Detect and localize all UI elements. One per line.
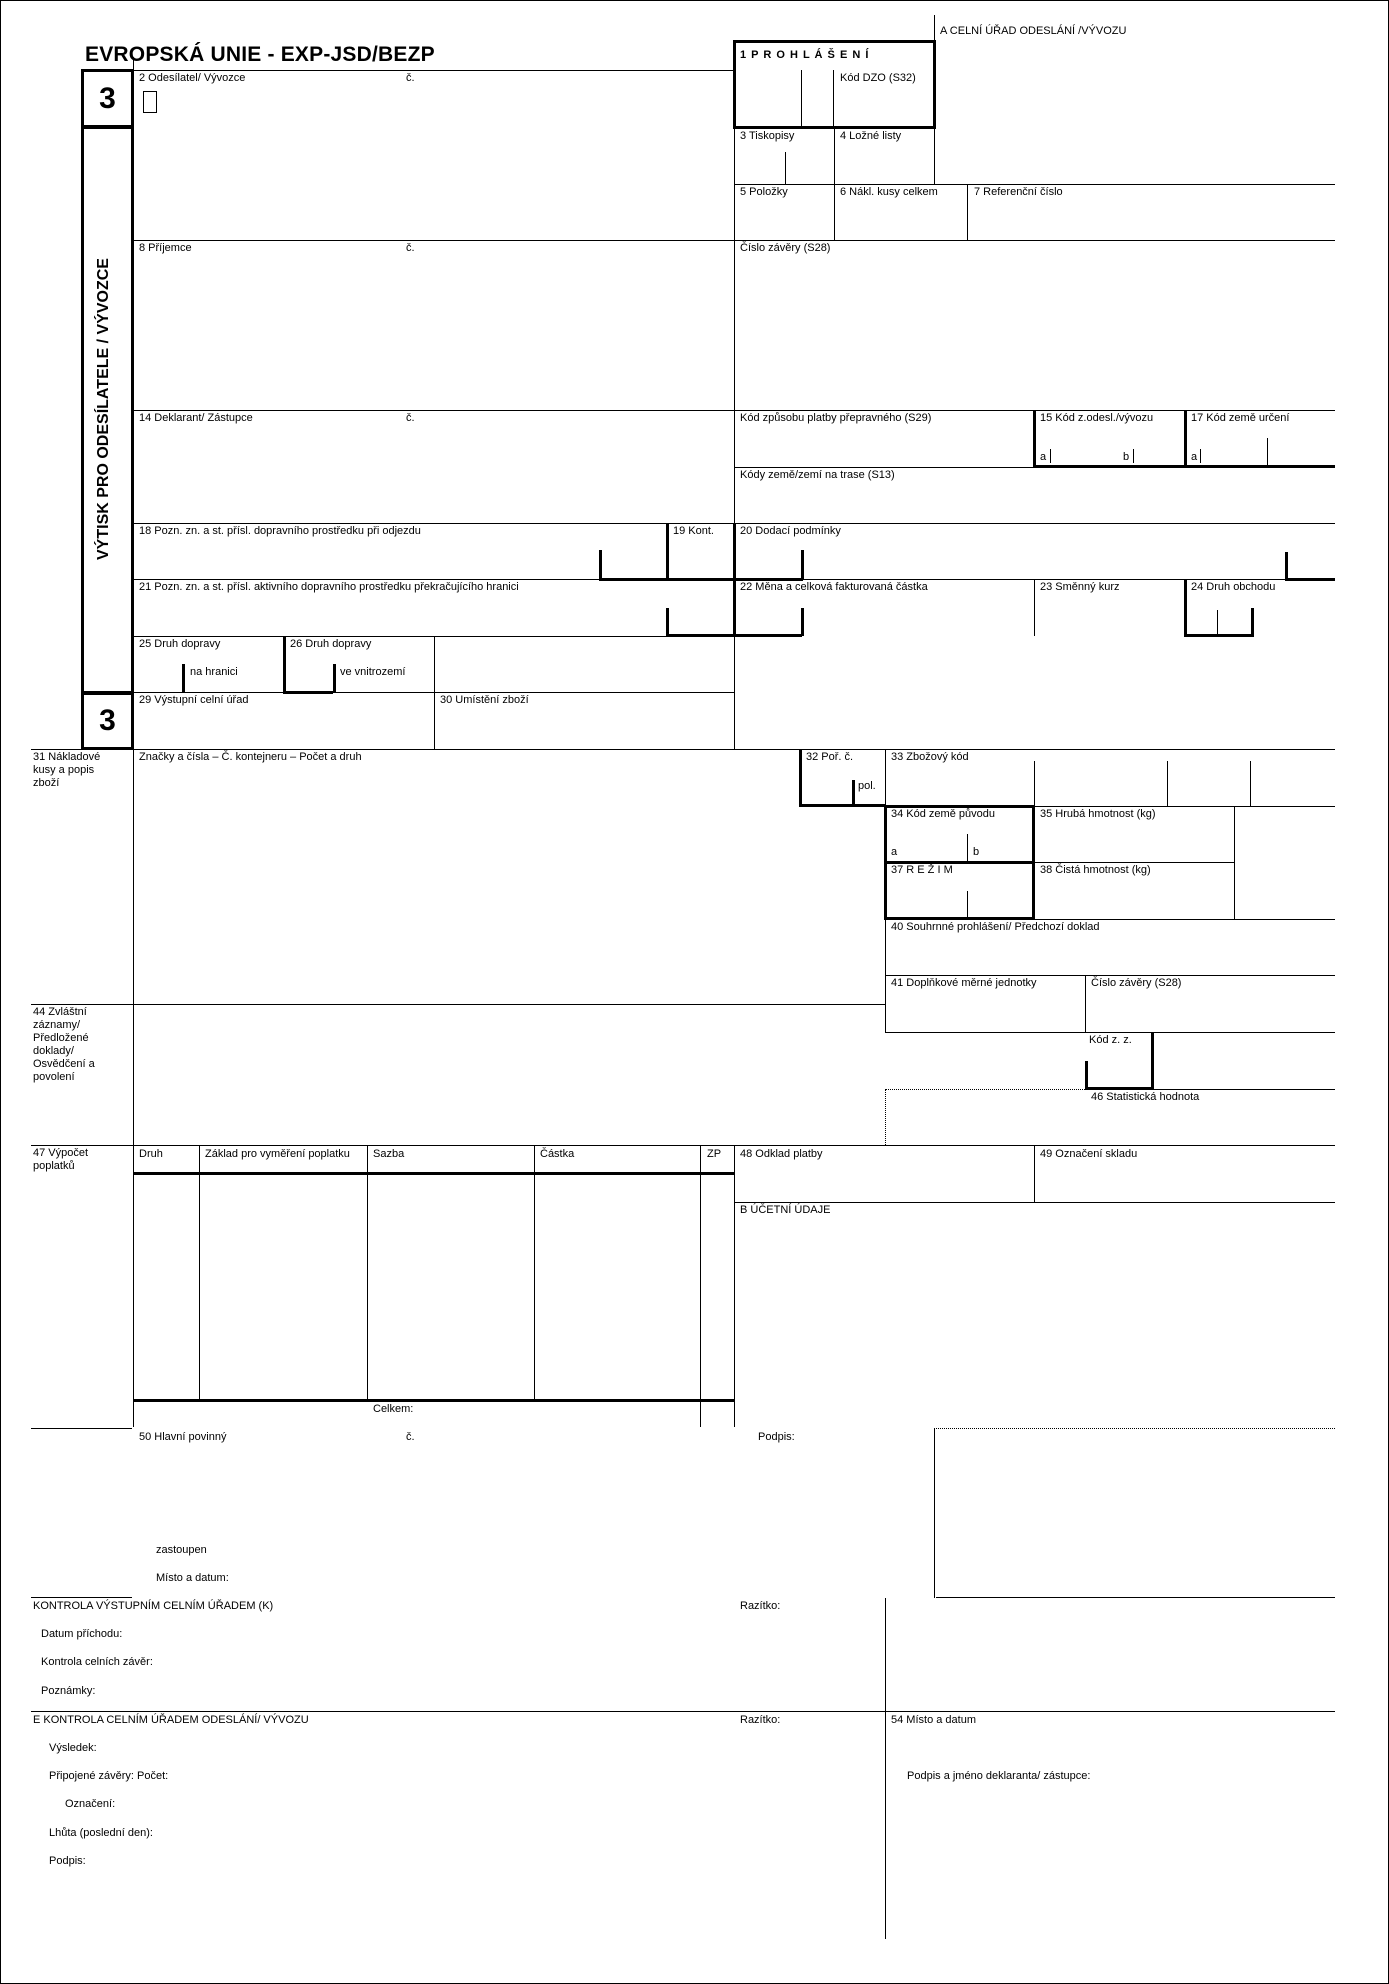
rule: [1085, 975, 1086, 1032]
rule-thick: [333, 664, 336, 693]
box-3-label: 3 Tiskopisy: [740, 130, 795, 142]
control-k-title: KONTROLA VÝSTUPNÍM CELNÍM ÚŘADEM (K): [33, 1600, 274, 1612]
rule-thick: [666, 634, 802, 637]
fees-col-rate: Sazba: [373, 1148, 405, 1160]
rule: [734, 1145, 735, 1429]
rule: [434, 636, 435, 750]
rule-thick: [1033, 410, 1036, 468]
fees-total-label: Celkem:: [373, 1403, 414, 1415]
box-34-label: 34 Kód země původu: [891, 808, 995, 820]
rule-thick: [666, 608, 669, 636]
box-15-b: b: [1123, 451, 1130, 463]
box-30-label: 30 Umístění zboží: [440, 694, 529, 706]
rule: [31, 1145, 1335, 1146]
box-18-label: 18 Pozn. zn. a st. přísl. dopravního prostředku při odjezdu: [139, 525, 421, 537]
box-15-a: a: [1040, 451, 1047, 463]
box-5-label: 5 Položky: [740, 186, 788, 198]
box-1-label: 1 P R O H L Á Š E N Í: [740, 49, 870, 61]
rule: [885, 1597, 886, 1939]
fees-col-zp: ZP: [707, 1148, 722, 1160]
control-e-title: E KONTROLA CELNÍM ÚŘADEM ODESLÁNÍ/ VÝVOZU: [33, 1714, 309, 1726]
rule-thick: [133, 1172, 734, 1175]
box-7-label: 7 Referenční číslo: [974, 186, 1063, 198]
box-4-label: 4 Ložné listy: [840, 130, 902, 142]
box-25-label: 25 Druh dopravy: [139, 638, 221, 650]
tick: [801, 70, 802, 128]
box-54-signature: Podpis a jméno deklaranta/ zástupce:: [907, 1770, 1091, 1782]
rule: [1034, 579, 1035, 636]
box-2-no: č.: [406, 72, 415, 84]
box-50-represented: zastoupen: [156, 1544, 207, 1556]
rule: [967, 184, 968, 240]
control-e-signature: Podpis:: [49, 1855, 86, 1867]
rule: [534, 1145, 535, 1400]
box-21-label: 21 Pozn. zn. a st. přísl. aktivního dopravního prostředku překračujícího hranici: [139, 581, 519, 593]
box-38-label: 38 Čistá hmotnost (kg): [1040, 864, 1151, 876]
box-14-no: č.: [406, 412, 415, 424]
box-54-label: 54 Místo a datum: [891, 1714, 976, 1726]
copy-number-box: 3: [81, 69, 134, 128]
box-25-sub: na hranici: [190, 666, 238, 678]
rule-thick: [799, 804, 885, 807]
box-47-label: 47 Výpočet poplatků: [33, 1147, 89, 1172]
form-title: EVROPSKÁ UNIE - EXP-JSD/BEZP: [85, 43, 435, 66]
box-26-label: 26 Druh dopravy: [290, 638, 372, 650]
rule: [885, 975, 1335, 976]
rule-thick: [1085, 1061, 1088, 1089]
rule: [734, 70, 735, 750]
box-15-label: 15 Kód z.odesl./vývozu: [1040, 412, 1154, 424]
rule: [133, 70, 734, 71]
rule-thick: [1184, 634, 1254, 637]
rule-thick: [133, 1399, 734, 1402]
tick: [967, 834, 968, 861]
route-countries-label: Kódy země/zemí na trase (S13): [740, 469, 895, 481]
box-32-label: 32 Poř. č.: [806, 751, 854, 763]
box-6-label: 6 Nákl. kusy celkem: [840, 186, 938, 198]
box-20-label: 20 Dodací podmínky: [740, 525, 841, 537]
rule-thick: [1184, 579, 1187, 636]
rule-thick: [1184, 410, 1187, 468]
box-33-label: 33 Zbožový kód: [891, 751, 969, 763]
box-40-label: 40 Souhrnné prohlášení/ Předchozí doklad: [891, 921, 1100, 933]
fees-col-amount: Částka: [540, 1148, 575, 1160]
checkbox[interactable]: [143, 91, 157, 113]
freight-payment-label: Kód způsobu platby přepravného (S29): [740, 412, 932, 424]
box-32-sub: pol.: [858, 780, 876, 792]
fees-col-type: Druh: [139, 1148, 163, 1160]
tick: [1200, 449, 1201, 463]
rule-thick: [599, 550, 602, 580]
box-8-no: č.: [406, 242, 415, 254]
tick: [785, 152, 786, 184]
control-e-result: Výsledek:: [49, 1742, 97, 1754]
box-49-label: 49 Označení skladu: [1040, 1148, 1138, 1160]
rule: [1034, 1145, 1035, 1202]
box-23-label: 23 Směnný kurz: [1040, 581, 1120, 593]
box-44-label: 44 Zvláštní záznamy/ Předložené doklady/ Osvědčení a povolení: [33, 1006, 95, 1083]
fees-col-base: Základ pro vyměření poplatku: [205, 1148, 350, 1160]
box-41-label: 41 Doplňkové měrné jednotky: [891, 977, 1037, 989]
tick: [1050, 449, 1051, 463]
box-35-label: 35 Hrubá hmotnost (kg): [1040, 808, 1156, 820]
box-50: [132, 1427, 936, 1598]
seal-number-label: Číslo závěry (S28): [740, 242, 831, 254]
box-29-label: 29 Výstupní celní úřad: [139, 694, 249, 706]
rule-thick: [801, 608, 804, 636]
rule: [1034, 862, 1234, 863]
rule: [734, 184, 1335, 185]
rule: [31, 1004, 885, 1005]
box-46-label: 46 Statistická hodnota: [1091, 1091, 1200, 1103]
box-b-label: B ÚČETNÍ ÚDAJE: [740, 1204, 831, 1216]
tick: [1034, 761, 1035, 806]
tick: [833, 70, 834, 128]
box-50-label: 50 Hlavní povinný: [139, 1431, 227, 1443]
box-50-place-date: Místo a datum:: [156, 1572, 229, 1584]
box-a-label: A CELNÍ ÚŘAD ODESLÁNÍ /VÝVOZU: [940, 25, 1127, 37]
rule: [31, 749, 1335, 750]
rule: [934, 1428, 935, 1598]
copy-strip-label: VÝTISK PRO ODESÍLATELE / VÝVOZCE: [95, 258, 112, 560]
box-48-label: 48 Odklad platby: [740, 1148, 823, 1160]
box-19-label: 19 Kont.: [673, 525, 714, 537]
box-2-label: 2 Odesílatel/ Vývozce: [139, 72, 246, 84]
rule: [834, 128, 835, 241]
tick: [1267, 438, 1268, 467]
rule-dotted: [934, 1428, 1335, 1429]
box-37-label: 37 R E Ž I M: [891, 864, 953, 876]
tick: [1133, 449, 1134, 463]
rule: [1234, 806, 1235, 919]
rule-dotted: [885, 1089, 886, 1145]
control-e-marking: Označení:: [65, 1798, 116, 1810]
control-e-seals: Připojené závěry: Počet:: [49, 1770, 169, 1782]
box-50-signature: Podpis:: [758, 1431, 795, 1443]
box-31-label: 31 Nákladové kusy a popis zboží: [33, 751, 101, 789]
box-14-label: 14 Deklarant/ Zástupce: [139, 412, 253, 424]
rule-thick: [1285, 552, 1288, 580]
rule-thick: [852, 780, 855, 806]
tick: [967, 891, 968, 919]
box-50-no: č.: [406, 1431, 415, 1443]
box-17-label: 17 Kód země určení: [1191, 412, 1290, 424]
rule-thick: [1251, 608, 1254, 636]
box-34-b: b: [973, 846, 980, 858]
rule: [885, 1032, 1335, 1033]
rule: [31, 1711, 1335, 1712]
rule-thick: [182, 664, 185, 693]
rule-thick: [283, 636, 286, 693]
control-k-notes: Poznámky:: [41, 1685, 96, 1697]
control-e-stamp: Razítko:: [740, 1714, 781, 1726]
box-41-seal: Číslo závěry (S28): [1091, 977, 1182, 989]
control-k-stamp: Razítko:: [740, 1600, 781, 1612]
box-8-label: 8 Příjemce: [139, 242, 192, 254]
rule: [199, 1145, 200, 1400]
kod-dzo-label: Kód DZO (S32): [840, 72, 916, 84]
rule: [700, 1145, 701, 1428]
control-e-deadline: Lhůta (poslední den):: [49, 1827, 153, 1839]
rule: [367, 1145, 368, 1400]
rule-dotted: [885, 1089, 1085, 1090]
box-26-sub: ve vnitrozemí: [340, 666, 406, 678]
box-34-a: a: [891, 846, 898, 858]
copy-number-box-bottom: 3: [81, 692, 134, 750]
control-k-arrival: Datum příchodu:: [41, 1628, 123, 1640]
rule-thick: [666, 523, 669, 580]
special-code-label: Kód z. z.: [1089, 1034, 1132, 1046]
rule-thick: [1085, 1087, 1153, 1090]
box-17-a: a: [1191, 451, 1198, 463]
rule-thick: [283, 691, 333, 694]
rule-thick: [801, 550, 804, 580]
rule: [734, 1202, 1335, 1203]
rule-thick: [1285, 578, 1335, 581]
box-24-label: 24 Druh obchodu: [1191, 581, 1276, 593]
control-k-seals: Kontrola celních závěr:: [41, 1656, 153, 1668]
rule-thick: [799, 749, 802, 806]
tick: [1167, 761, 1168, 806]
tick: [1217, 610, 1218, 636]
box-22-label: 22 Měna a celková fakturovaná částka: [740, 581, 928, 593]
tick: [1250, 761, 1251, 806]
box-31-desc: Značky a čísla – Č. kontejneru – Počet a druh: [139, 751, 362, 763]
rule: [734, 467, 1034, 468]
rule-thick: [1151, 1032, 1154, 1089]
